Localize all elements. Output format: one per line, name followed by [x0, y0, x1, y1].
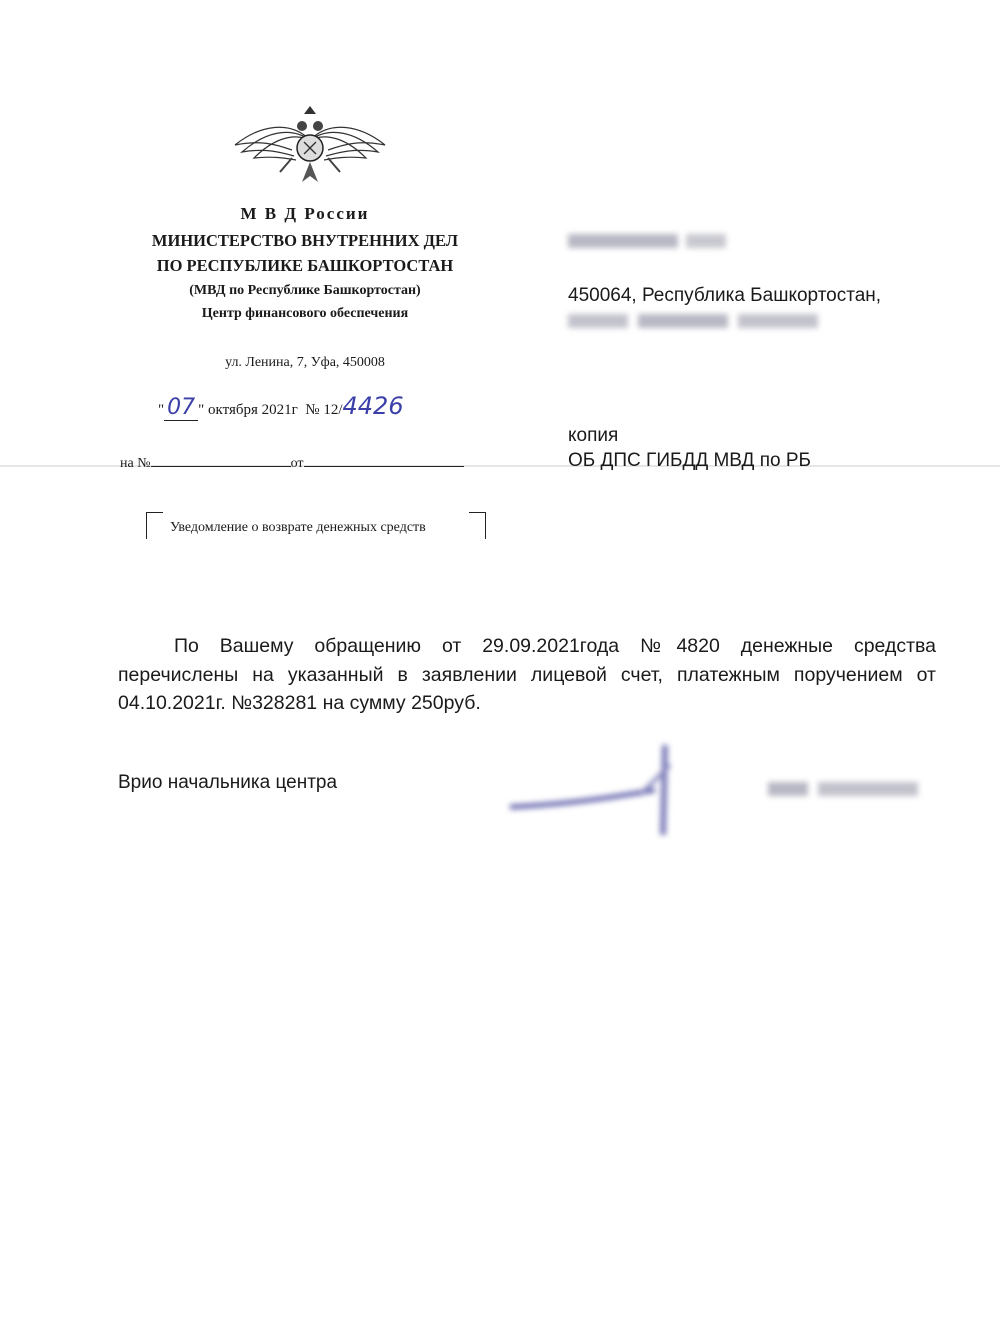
eagle-emblem-icon	[230, 100, 390, 190]
redacted-recipient-name	[568, 230, 728, 252]
handwritten-number: 4426	[342, 392, 404, 420]
department-name: Центр финансового обеспечения	[201, 306, 409, 321]
ot-label: от	[290, 456, 304, 471]
signatory-title: Врио начальника центра	[118, 772, 338, 793]
reference-line	[120, 452, 464, 472]
number-prefix: № 12/	[305, 402, 343, 418]
ministry-name-line1: МИНИСТЕРСТВО ВНУТРЕННИХ ДЕЛ	[151, 231, 459, 250]
ministry-abbreviation: (МВД по Республике Башкортостан)	[189, 283, 421, 298]
body-paragraph	[118, 632, 936, 718]
handwritten-signature-image	[505, 735, 685, 845]
ministry-name-line2: ПО РЕСПУБЛИКЕ БАШКОРТОСТАН	[156, 256, 454, 275]
redacted-recipient-street	[568, 310, 823, 332]
subject-block	[146, 512, 486, 542]
copy-label: копия	[568, 425, 619, 446]
body-text: По Вашему обращению от 29.09.2021года №4820 денежные средства перечислены на указанный в заявлении лицевой счет, платежным поручением от 04.10.2021г. №328281 на сумму 250руб.	[118, 635, 936, 714]
quote-close: "	[198, 402, 205, 418]
handwritten-day: 07	[164, 395, 198, 421]
sender-address: ул. Ленина, 7, Уфа, 450008	[225, 355, 385, 370]
na-label: на №	[120, 456, 151, 471]
ot-blank	[304, 452, 464, 467]
month-year: октября 2021г	[204, 402, 298, 418]
agency-short-name: М В Д России	[240, 204, 370, 223]
subject-corner-left	[146, 512, 163, 539]
quote-open: "	[158, 402, 165, 418]
redacted-signatory-name	[768, 778, 920, 800]
copy-organization: ОБ ДПС ГИБДД МВД по РБ	[568, 450, 811, 471]
subject-corner-right	[469, 512, 486, 539]
na-blank	[151, 452, 291, 467]
recipient-city-line: 450064, Республика Башкортостан,	[568, 285, 882, 306]
subject-text: Уведомление о возврате денежных средств	[170, 520, 426, 535]
outgoing-date-number	[158, 392, 404, 421]
